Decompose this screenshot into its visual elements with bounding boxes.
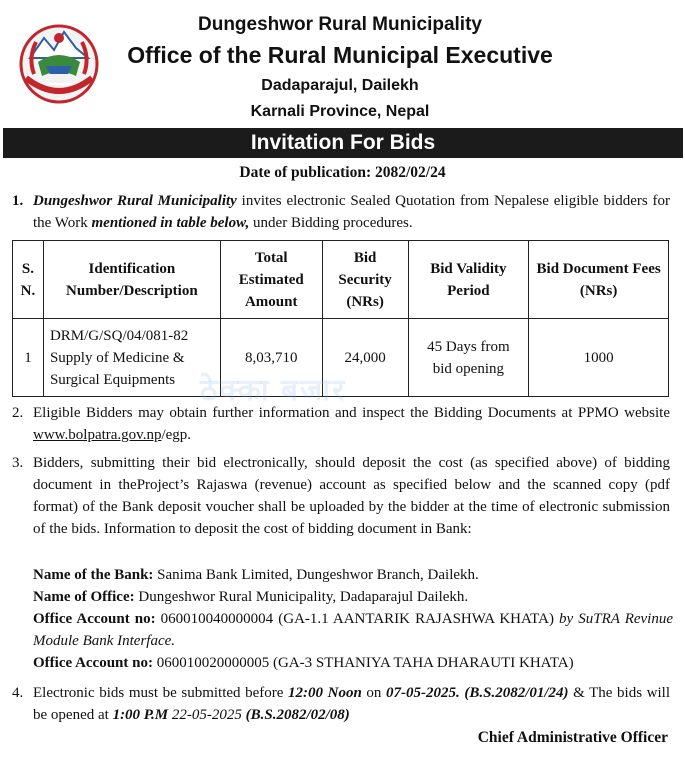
cell-bid-validity (408, 319, 529, 397)
cell-sn: 1 (13, 319, 44, 397)
submission-time: 12:00 Noon (288, 685, 362, 701)
cell-bid-security: 24,000 (322, 319, 408, 397)
municipality-name: Dungeshwor Rural Municipality (198, 14, 482, 35)
cell-description: Surgical Equipments (49, 371, 176, 388)
office-province: Karnali Province, Nepal (250, 103, 430, 120)
opening-time: 1:00 P.M (112, 707, 169, 723)
clause-number: 4. (12, 685, 24, 701)
publication-label: Date of publication: (239, 164, 372, 181)
cell-estimated-amount: 8,03,710 (220, 319, 322, 397)
cell-validity-line: 45 Days from (427, 338, 510, 355)
account-1-line (33, 608, 673, 652)
clause-4 (12, 682, 670, 726)
cell-validity-line: bid opening (432, 360, 505, 377)
bank-details (33, 564, 673, 674)
ppmo-website-link[interactable]: www.bolpatra.gov.np (33, 427, 162, 443)
table-row (13, 319, 669, 397)
clause-number: 3. (12, 455, 24, 471)
clause-text: & The bids will be opened at (33, 685, 671, 723)
letterhead (0, 0, 685, 128)
col-header-estimated-amount: Total Estimated Amount (220, 241, 322, 319)
clause-text: under Bidding procedures. (249, 215, 413, 231)
col-header-identification: Identification Number/Description (43, 241, 220, 319)
col-header-document-fees: Bid Document Fees (NRs) (529, 241, 669, 319)
clause-number: 1. (12, 193, 24, 209)
publication-value: 2082/02/24 (375, 164, 446, 181)
account-1-value: 060010040000004 (GA-1.1 AANTARIK RAJASHWA KHATA) (155, 611, 560, 627)
opening-date-bs: (B.S.2082/02/08) (245, 707, 350, 723)
office-address: Dadaparajul, Dailekh (261, 77, 419, 94)
bank-name-label: Name of the Bank: (33, 567, 154, 583)
office-name: Office of the Rural Municipal Executive (127, 42, 553, 68)
clause-number: 2. (12, 405, 24, 421)
account-2-line (33, 652, 673, 674)
account-1-note: by SuTRA Revinue Module Bank Interface. (33, 611, 674, 649)
bank-name-line (33, 564, 673, 586)
opening-date: 22-05-2025 (168, 707, 246, 723)
office-name-line (33, 586, 673, 608)
nepal-emblem-icon (16, 18, 102, 104)
bank-name-value: Sanima Bank Limited, Dungeshwor Branch, Dailekh. (153, 567, 479, 583)
clause-2 (12, 402, 670, 446)
clause-text: invites electronic Sealed Quotation from Nepalese eligible bidders for the Work (33, 193, 670, 231)
account-2-value: 060010020000005 (GA-3 STHANIYA TAHA DHARAUTI KHATA) (152, 655, 574, 671)
cell-id-number: DRM/G/SQ/04/081-82 (49, 327, 189, 344)
col-header-bid-security: Bid Security (NRs) (322, 241, 408, 319)
watermark: ठेक्का बजार (200, 374, 347, 407)
publication-date (0, 164, 685, 182)
office-name-value: Dungeshwor Rural Municipality, Dadaparajul Dailekh. (134, 589, 469, 605)
cell-document-fees: 1000 (529, 319, 669, 397)
bid-table (12, 240, 669, 397)
cell-identification (43, 319, 220, 397)
clause-text: Eligible Bidders may obtain further information and inspect the Bidding Documents at PPMO website (33, 405, 670, 421)
cell-description: Supply of Medicine & (49, 349, 185, 366)
notice-title-banner: Invitation For Bids (3, 128, 683, 158)
clause-1 (12, 190, 670, 234)
org-name: Dungeshwor Rural Municipality (33, 193, 237, 209)
submission-date: 07-05-2025. (B.S.2082/01/24) (386, 685, 569, 701)
col-header-bid-validity: Bid Validity Period (408, 241, 529, 319)
account-2-label: Office Account no: (33, 655, 153, 671)
table-header-row (13, 241, 669, 319)
clause-text: Bidders, submitting their bid electronically, should deposit the cost (as specified above) of bidding document in theProject’s Rajaswa (revenue) account as specified below and the scanned copy (pdf format) of the Bank deposit voucher shall be uploaded by the bidder at the time of electronic submission of the bids. Information to deposit the cost of bidding document in Bank: (33, 455, 670, 537)
signatory: Chief Administrative Officer (477, 729, 668, 746)
col-header-sn: S. N. (13, 241, 44, 319)
clause-text: Electronic bids must be submitted before (33, 685, 289, 701)
clause-text: /egp. (161, 427, 192, 443)
clause-3 (12, 452, 670, 540)
clause-text: on (361, 685, 387, 701)
account-1-label: Office Account no: (33, 611, 156, 627)
clause-emphasis: mentioned in table below, (91, 215, 250, 231)
office-name-label: Name of Office: (33, 589, 135, 605)
